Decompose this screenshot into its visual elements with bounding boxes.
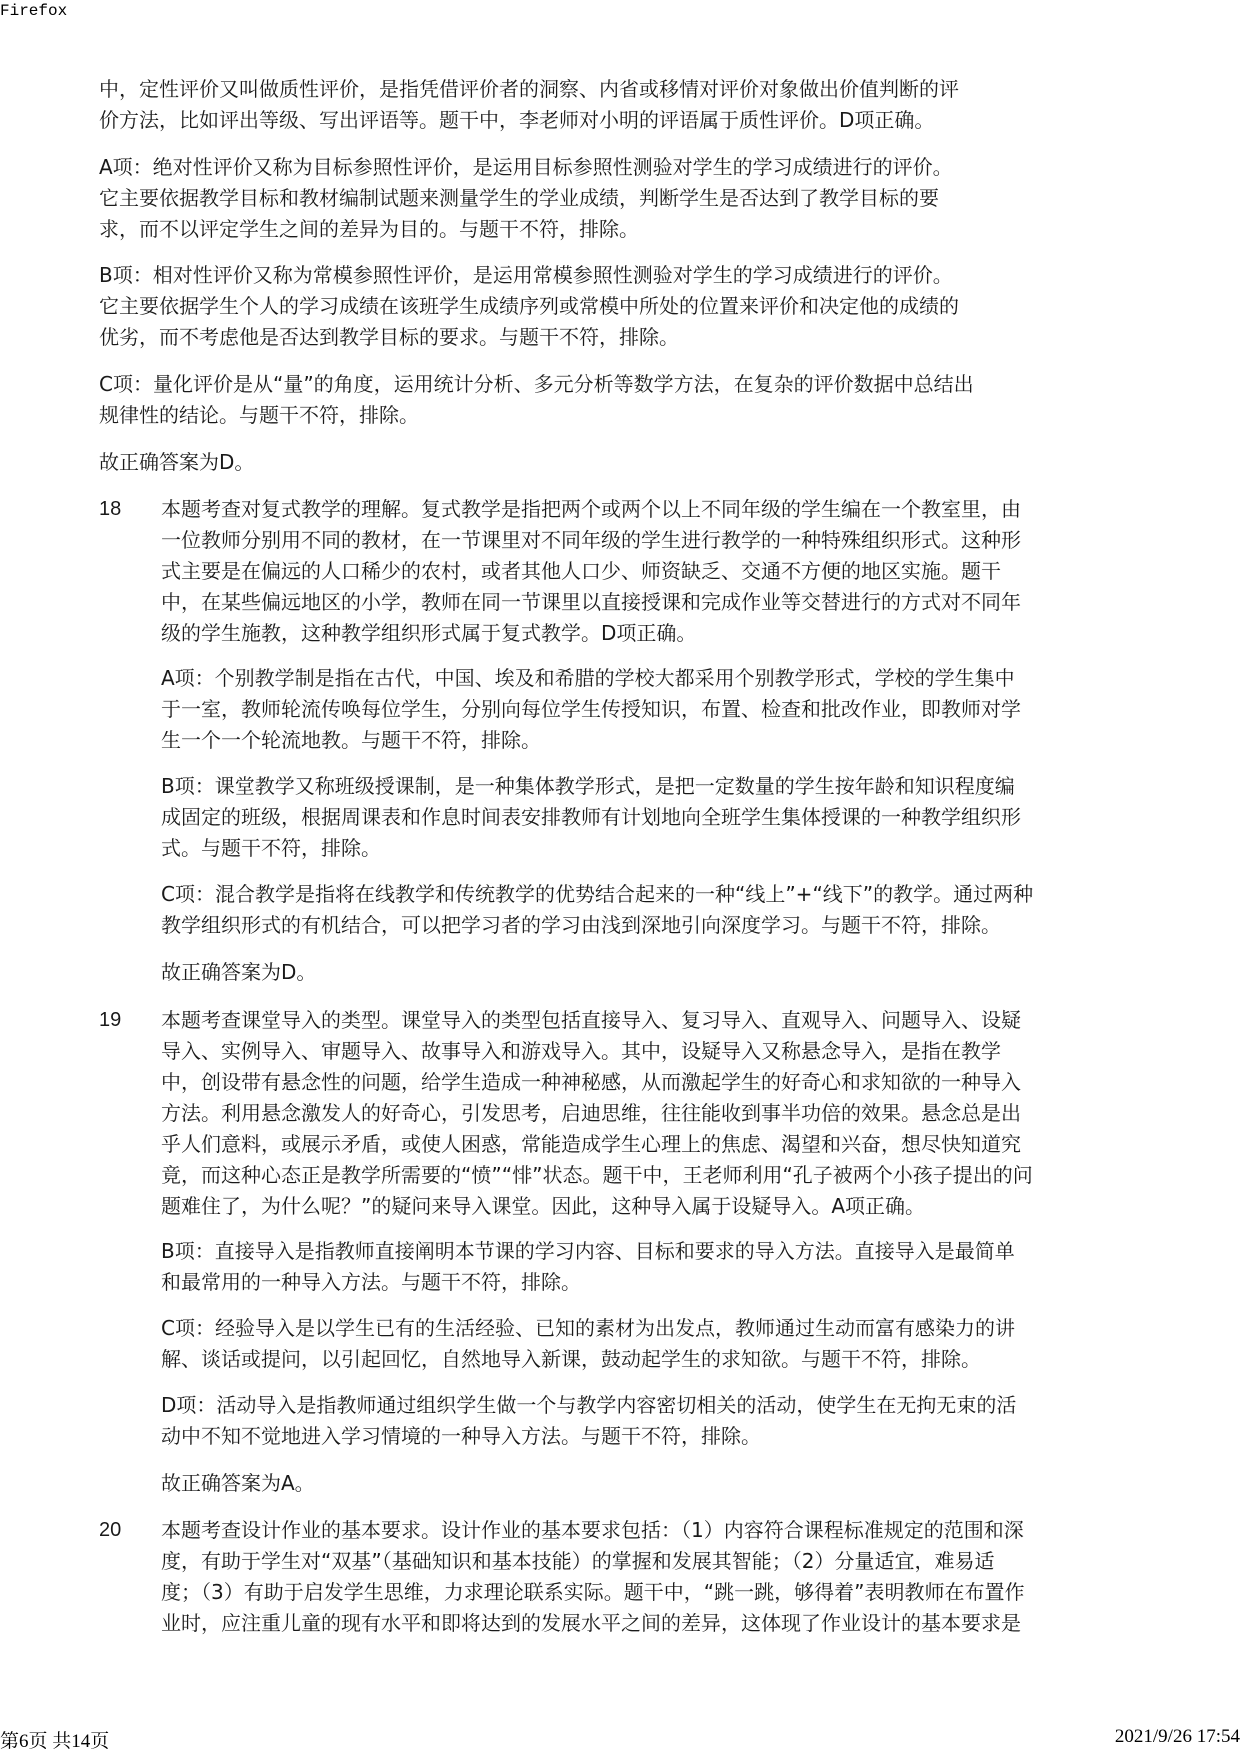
text-line: 中，创设带有悬念性的问题，给学生造成一种神秘感，从而激起学生的好奇心和求知欲的一种导入 — [161, 1070, 1021, 1094]
text-line: 中，在某些偏远地区的小学，教师在同一节课里以直接授课和完成作业等交替进行的方式对不同年 — [161, 590, 1021, 614]
text-line: 价方法，比如评出等级、写出评语等。题干中，李老师对小明的评语属于质性评价。D项正确。 — [99, 108, 935, 132]
q17-option-c — [99, 369, 974, 431]
q19-option-b — [161, 1236, 1015, 1298]
q19-option-c — [161, 1313, 1015, 1375]
question-number: 19 — [99, 1009, 122, 1031]
window-title: Firefox — [0, 2, 68, 20]
text-line: 式。与题干不符，排除。 — [161, 836, 381, 860]
text-line: 题难住了，为什么呢？”的疑问来导入课堂。因此，这种导入属于设疑导入。A项正确。 — [161, 1194, 926, 1218]
text-line: 求，而不以评定学生之间的差异为目的。与题干不符，排除。 — [99, 217, 639, 241]
text-line: 教学组织形式的有机结合，可以把学习者的学习由浅到深地引向深度学习。与题干不符，排除。 — [161, 913, 1001, 937]
text-line: B项：直接导入是指教师直接阐明本节课的学习内容、目标和要求的导入方法。直接导入是最简单 — [161, 1239, 1015, 1263]
text-line: C项：经验导入是以学生已有的生活经验、已知的素材为出发点，教师通过生动而富有感染力的讲 — [161, 1316, 1015, 1340]
q19-answer — [161, 1468, 315, 1499]
text-line: 度，有助于学生对“双基”（基础知识和基本技能）的掌握和发展其智能；（2）分量适宜，难易适 — [161, 1549, 995, 1573]
text-line: 导入、实例导入、审题导入、故事导入和游戏导入。其中，设疑导入又称悬念导入，是指在教学 — [161, 1039, 1001, 1063]
q20-explanation-intro — [161, 1515, 1024, 1639]
text-line: 本题考查设计作业的基本要求。设计作业的基本要求包括：（1）内容符合课程标准规定的范围和深 — [161, 1518, 1024, 1542]
text-line: 本题考查课堂导入的类型。课堂导入的类型包括直接导入、复习导入、直观导入、问题导入、设疑 — [161, 1008, 1021, 1032]
text-line: 它主要依据教学目标和教材编制试题来测量学生的学业成绩，判断学生是否达到了教学目标的要 — [99, 186, 939, 210]
q19-explanation-intro — [161, 1005, 1033, 1222]
text-line: C项：量化评价是从“量”的角度，运用统计分析、多元分析等数学方法，在复杂的评价数据中总结出 — [99, 372, 974, 396]
text-line: 成固定的班级，根据周课表和作息时间表安排教师有计划地向全班学生集体授课的一种教学组织形 — [161, 805, 1021, 829]
q18-explanation-intro — [161, 494, 1021, 649]
text-line: 本题考查对复式教学的理解。复式教学是指把两个或两个以上不同年级的学生编在一个教室里，由 — [161, 497, 1021, 521]
text-line: 一位教师分别用不同的教材，在一节课里对不同年级的学生进行教学的一种特殊组织形式。这种形 — [161, 528, 1021, 552]
question-number: 20 — [99, 1519, 122, 1541]
text-line: 故正确答案为D。 — [161, 960, 317, 984]
text-line: 竟，而这种心态正是教学所需要的“愤”“悱”状态。题干中，王老师利用“孔子被两个小孩子提出的问 — [161, 1163, 1033, 1187]
text-line: 生一个一个轮流地教。与题干不符，排除。 — [161, 728, 541, 752]
text-line: 于一室，教师轮流传唤每位学生，分别向每位学生传授知识，布置、检查和批改作业，即教师对学 — [161, 697, 1021, 721]
q18-option-c — [161, 879, 1033, 941]
q17-option-a — [99, 152, 953, 245]
text-line: 故正确答案为D。 — [99, 450, 255, 474]
text-line: 级的学生施教，这种教学组织形式属于复式教学。D项正确。 — [161, 621, 697, 645]
text-line: 中，定性评价又叫做质性评价，是指凭借评价者的洞察、内省或移情对评价对象做出价值判断的评 — [99, 77, 959, 101]
text-line: 规律性的结论。与题干不符，排除。 — [99, 403, 419, 427]
text-line: B项：相对性评价又称为常模参照性评价，是运用常模参照性测验对学生的学习成绩进行的评价。 — [99, 263, 953, 287]
text-line: 动中不知不觉地进入学习情境的一种导入方法。与题干不符，排除。 — [161, 1424, 761, 1448]
text-line: A项：个别教学制是指在古代，中国、埃及和希腊的学校大都采用个别教学形式，学校的学生集中 — [161, 666, 1015, 690]
text-line: 故正确答案为A。 — [161, 1471, 315, 1495]
page-indicator: 第6页 共14页 — [0, 1731, 110, 1752]
text-line: 优劣，而不考虑他是否达到教学目标的要求。与题干不符，排除。 — [99, 325, 679, 349]
text-line: D项：活动导入是指教师通过组织学生做一个与教学内容密切相关的活动，使学生在无拘无束的活 — [161, 1393, 1017, 1417]
text-line: A项：绝对性评价又称为目标参照性评价，是运用目标参照性测验对学生的学习成绩进行的评价。 — [99, 155, 953, 179]
print-datetime: 2021/9/26 17:54 — [1114, 1726, 1240, 1747]
q17-explanation-intro — [99, 74, 959, 136]
text-line: C项：混合教学是指将在线教学和传统教学的优势结合起来的一种“线上”+“线下”的教学。通过两种 — [161, 882, 1034, 906]
q18-answer — [161, 957, 316, 988]
text-line: B项：课堂教学又称班级授课制，是一种集体教学形式，是把一定数量的学生按年龄和知识程度编 — [161, 774, 1015, 798]
text-line: 它主要依据学生个人的学习成绩在该班学生成绩序列或常模中所处的位置来评价和决定他的成绩的 — [99, 294, 959, 318]
text-line: 乎人们意料，或展示矛盾，或使人困惑，常能造成学生心理上的焦虑、渴望和兴奋，想尽快知道究 — [161, 1132, 1021, 1156]
text-line: 解、谈话或提问，以引起回忆，自然地导入新课，鼓动起学生的求知欲。与题干不符，排除。 — [161, 1347, 981, 1371]
q17-answer — [99, 447, 254, 478]
q18-option-a — [161, 663, 1021, 756]
text-line: 度；（3）有助于启发学生思维，力求理论联系实际。题干中，“跳一跳，够得着”表明教师在布置作 — [161, 1580, 1025, 1604]
text-line: 业时，应注重儿童的现有水平和即将达到的发展水平之间的差异，这体现了作业设计的基本要求是 — [161, 1611, 1021, 1635]
text-line: 和最常用的一种导入方法。与题干不符，排除。 — [161, 1270, 581, 1294]
q17-option-b — [99, 260, 959, 353]
text-line: 方法。利用悬念激发人的好奇心，引发思考，启迪思维，往往能收到事半功倍的效果。悬念总是出 — [161, 1101, 1021, 1125]
question-number: 18 — [99, 498, 122, 520]
q19-option-d — [161, 1390, 1016, 1452]
text-line: 式主要是在偏远的人口稀少的农村，或者其他人口少、师资缺乏、交通不方便的地区实施。题干 — [161, 559, 1001, 583]
q18-option-b — [161, 771, 1021, 864]
